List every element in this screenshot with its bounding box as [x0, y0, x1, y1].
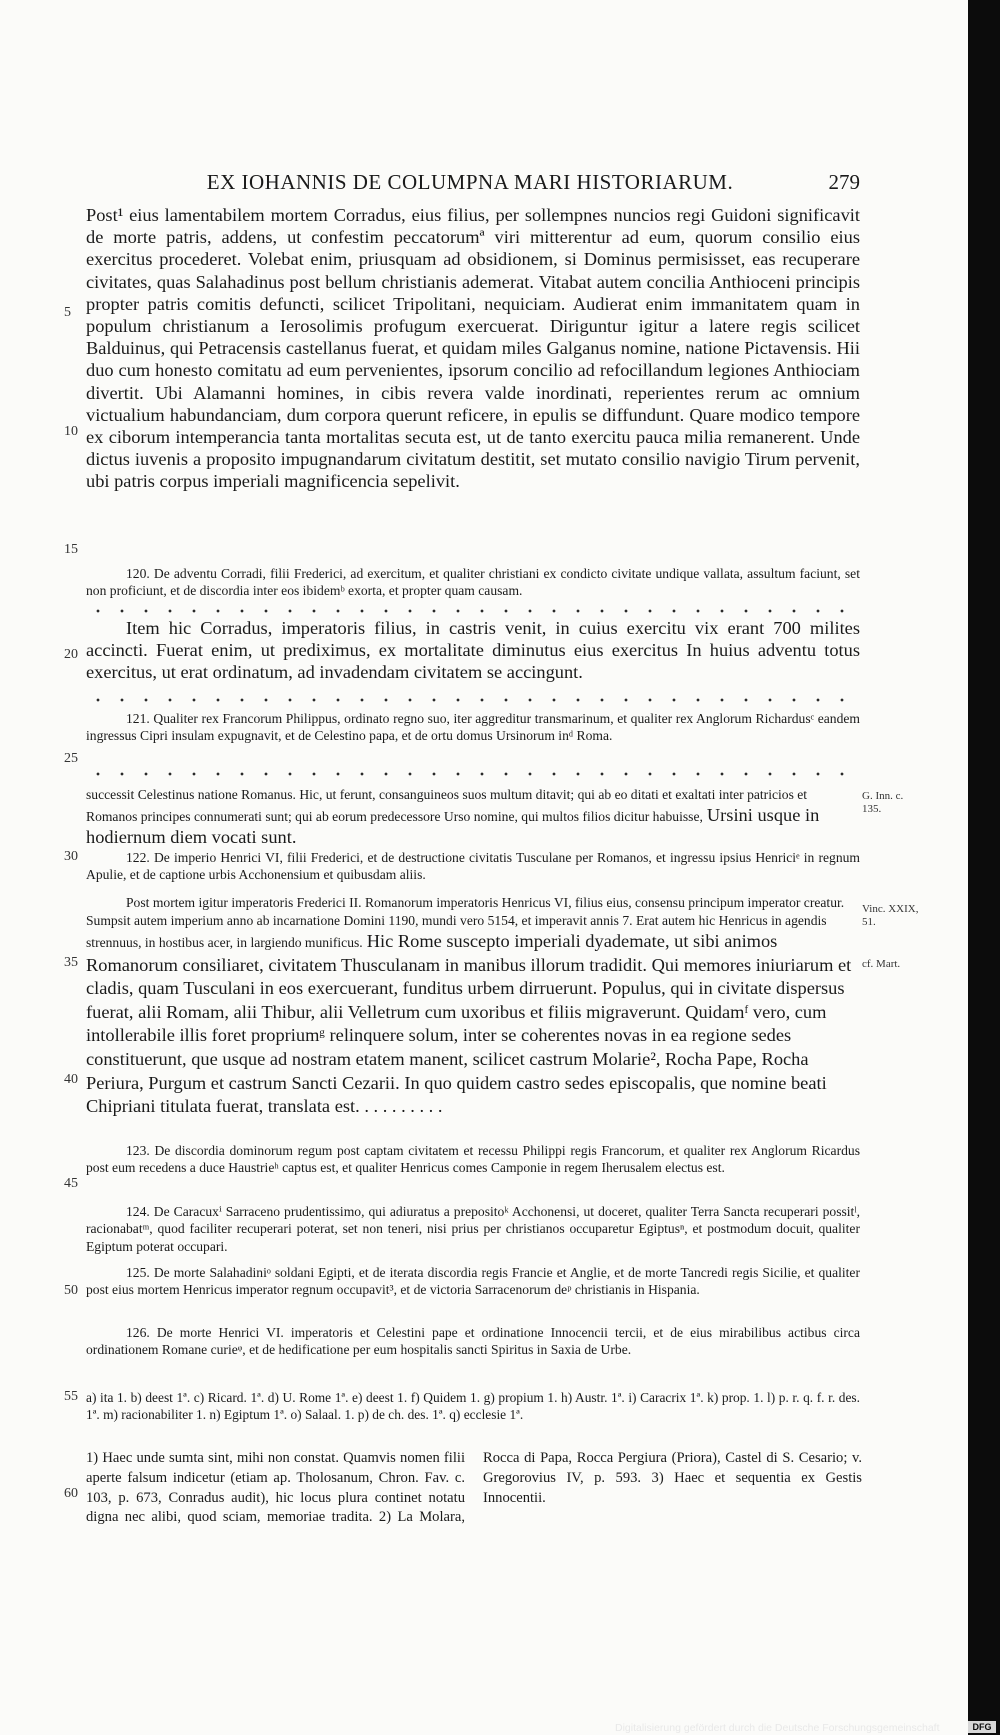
running-title: EX IOHANNIS DE COLUMPNA MARI HISTORIARUM. [206, 170, 734, 194]
ursini-text: Ursini usque in hodiernum diem vocati sunt. [86, 805, 820, 848]
chapter-heading-126: 126. De morte Henrici VI. imperatoris et Celestini pape et ordinatione Innocencii tercii, et de eius mirabilibus actibus circa ordinationem Romane curieᵠ, et de hedificatione per eum hospitalis sancti Spiritus in Saxia de Urbe. [86, 1325, 860, 1358]
margin-reference: cf. Mart. [862, 958, 901, 970]
line-number: 55 [64, 1389, 78, 1404]
line-number: 45 [64, 1176, 78, 1191]
line-number: 5 [64, 305, 71, 320]
line-number: 60 [64, 1486, 78, 1501]
chapter-heading-125: 125. De morte Salahadiniᵒ soldani Egipti, et de iterata discordia regis Francie et Anglie, et de morte Tancredi regis Sicilie, et qualiter post eius mortem Henricus imperator regnum occupavit³, et de victoria Sarracenorum deᵖ christianis in Hispania. [86, 1265, 860, 1298]
chapter-heading-121: 121. Qualiter rex Francorum Philippus, ordinato regno suo, iter aggreditur transmarinum, et qualiter rex Anglorum Richardusᶜ eandem ingressus Cipri insulam expugnavit, et de Celestino papa, et de ortu domus Ursinorum inᵈ Roma. [86, 711, 860, 744]
omission-dots [86, 697, 860, 703]
celestinus-text: successit Celestinus natione Romanus. Hic, ut ferunt, consanguineos suos multum ditavit; qui ab eo ditati et exaltati inter patricios et Romanos principes connumerati sunt; qui ab eorum predecessore Urso nomine, qui multos filios dicitur habuisse, [86, 787, 808, 824]
page-number: 279 [828, 170, 860, 194]
paragraph-celestinus [86, 786, 860, 848]
chapter-heading-122: 122. De imperio Henrici VI, filii Frederici, et de destructione civitatis Tusculane per Romanos, et ingressu ipsius Henriciᵉ in regnum Apulie, et de captione urbis Acchonensium et quibusdam aliis. [86, 850, 860, 883]
line-number: 40 [64, 1072, 78, 1087]
line-number: 15 [64, 542, 78, 557]
line-number: 10 [64, 424, 78, 439]
line-number: 20 [64, 647, 78, 662]
paragraph-corradus: Post¹ eius lamentabilem mortem Corradus, eius filius, per sollempnes nuncios regi Guidoni significavit de morte patris, addens, ut confestim peccatorumª viri mitterentur ad eum, quorum consilio eius exercitus procederet. Volebat enim, priusquam ad obsidionem, si Dominus permisisset, eas recuperare civitates, quas Salahadinus post bellum christianis ademerat. Vitabat autem concilia Anthioceni principis propter patris comitis defuncti, scilicet Tripolitani, nequiciam. Audierat enim immanitatem quam in populum christianum a Ierosolimis profugum exercuerat. Diriguntur igitur a latere regis scilicet Balduinus, qui Petracensis castellanus fuerat, et quidam miles Galganus nomine, natione Pictavensis. Hii duo cum honesto comitatu ad eum pervenientes, ipsorum concilio ad refocillandum legiones Anthiociam divertit. Ubi Alamanni homines, in cibis revera valde inordinati, reperientes rerum ac omnium victualium habundanciam, dum corpora querunt reficere, in epulis se diffundunt. Quare modico tempore ex ciborum intemperancia tanta mortalitas secuta est, ut de tanto exercitu pauca milia remanerent. Unde dictus iuvenis a proposito impugnandarum civitatum destitit, set mutato consilio navigio Tirum pervenit, ubi patris corpus imperiali magnificencia sepelivit. [86, 205, 860, 492]
dfg-logo: DFG [968, 1721, 996, 1733]
henricus-text: Post mortem igitur imperatoris Frederici II. Romanorum imperatoris Henricus VI, filius eius, consensu principum imperator creatur. Sumpsit autem imperium anno ab incarnatione Domini 1190, mundi vero 5154, et imperavit annis 7. Erat autem hic Henricus in agendis strennuus, in hostibus acer, in largiendo munificus. [86, 895, 845, 950]
margin-reference: G. Inn. c. 135. [862, 790, 904, 815]
line-number: 50 [64, 1283, 78, 1298]
digitization-credit: Digitalisierung gefördert durch die Deutsche Forschungsgemeinschaft [615, 1722, 940, 1734]
omission-dots [86, 771, 860, 777]
paragraph-corradus-arrival: Item hic Corradus, imperatoris filius, in castris venit, in cuius exercitu vix erant 700 milites accincti. Fuerat enim, ut prediximus, ex mortalitate diminutus eius exercitus In huius adventu totus exercitus, ut erat ordinatum, ad invadendam civitatem se accingunt. [86, 618, 860, 683]
paragraph-henricus [86, 894, 860, 1119]
chapter-heading-123: 123. De discordia dominorum regum post captam civitatem et recessu Philippi regis Francorum, et qualiter rex Anglorum Ricardus post eum recedens a duce Haustrieʰ captus est, et qualiter Henricus comes Camponie in regem Iherusalem electus est. [86, 1143, 860, 1176]
variant-readings: a) ita 1. b) deest 1ª. c) Ricard. 1ª. d) U. Rome 1ª. e) deest 1. f) Quidem 1. g) propium 1. h) Austr. 1ª. i) Caracrix 1ª. k) prop. 1. l) p. r. q. f. r. des. 1ª. m) racionabiliter 1. n) Egiptum 1ª. o) Salaal. 1. p) de ch. des. 1ª. q) ecclesie 1ª. [86, 1390, 860, 1423]
omission-dots [86, 608, 860, 614]
chapter-heading-124: 124. De Caracuxⁱ Sarraceno prudentissimo, qui adiuratus a prepositoᵏ Acchonensi, ut doceret, qualiter Terra Sancta recuperari possitˡ, racionabatᵐ, quod faciliter recuperari poterat, set non teneri, nisi prius per christianos occuparetur Egiptusⁿ, et postmodum docuit, qualiter Egiptum poterat occupari. [86, 1204, 860, 1254]
page-header [80, 170, 860, 198]
margin-reference: Vinc. XXIX, 51. [862, 903, 919, 928]
tusculum-text: Hic Rome suscepto imperiali dyademate, ut sibi animos Romanorum consiliaret, civitatem Thusculanam in manibus illorum tradidit. Qui memores iniuriarum et cladis, quam Tusculani in eos exercuerant, funditus urbem dirruerunt. Populus, qui in civitate dispersus fuerat, alii Romam, alii Thibur, alii Velletrum cum uxoribus et filiis migraverunt. Quidamᶠ vero, cum intollerabile illis foret propriumᵍ relinquere solum, inter se coherentes novas in ea regione sedes constituerunt, que usque ad nostram etatem manent, scilicet castrum Molarie², Rocha Pape, Rocha Periura, Purgum et castrum Sancti Cezarii. In quo quidem castro sedes episcopalis, que nomine beati Chipriani titulata fuerat, translata est. . . . . . . . . . [86, 931, 852, 1117]
line-number: 30 [64, 849, 78, 864]
footnotes: 1) Haec unde sumta sint, mihi non constat. Quamvis nomen filii aperte falsum indicetur (etiam ap. Tholosanum, Chron. Fav. c. 103, p. 673, Conradus audit), hic locus plura continet notatu digna nec alibi, quod sciam, memoriae tradita. 2) La Molara, Rocca di Papa, Rocca Pergiura (Priora), Castel di S. Cesario; v. Gregorovius IV, p. 593. 3) Haec et sequentia ex Gestis Innocentii. [86, 1450, 862, 1526]
line-number: 25 [64, 751, 78, 766]
chapter-heading-120: 120. De adventu Corradi, filii Frederici, ad exercitum, et qualiter christiani ex condicto civitate undique vallata, assultum faciunt, set non proficiunt, et de discordia inter eos ibidemᵇ exorta, et propter quam causam. [86, 566, 860, 599]
line-number: 35 [64, 955, 78, 970]
